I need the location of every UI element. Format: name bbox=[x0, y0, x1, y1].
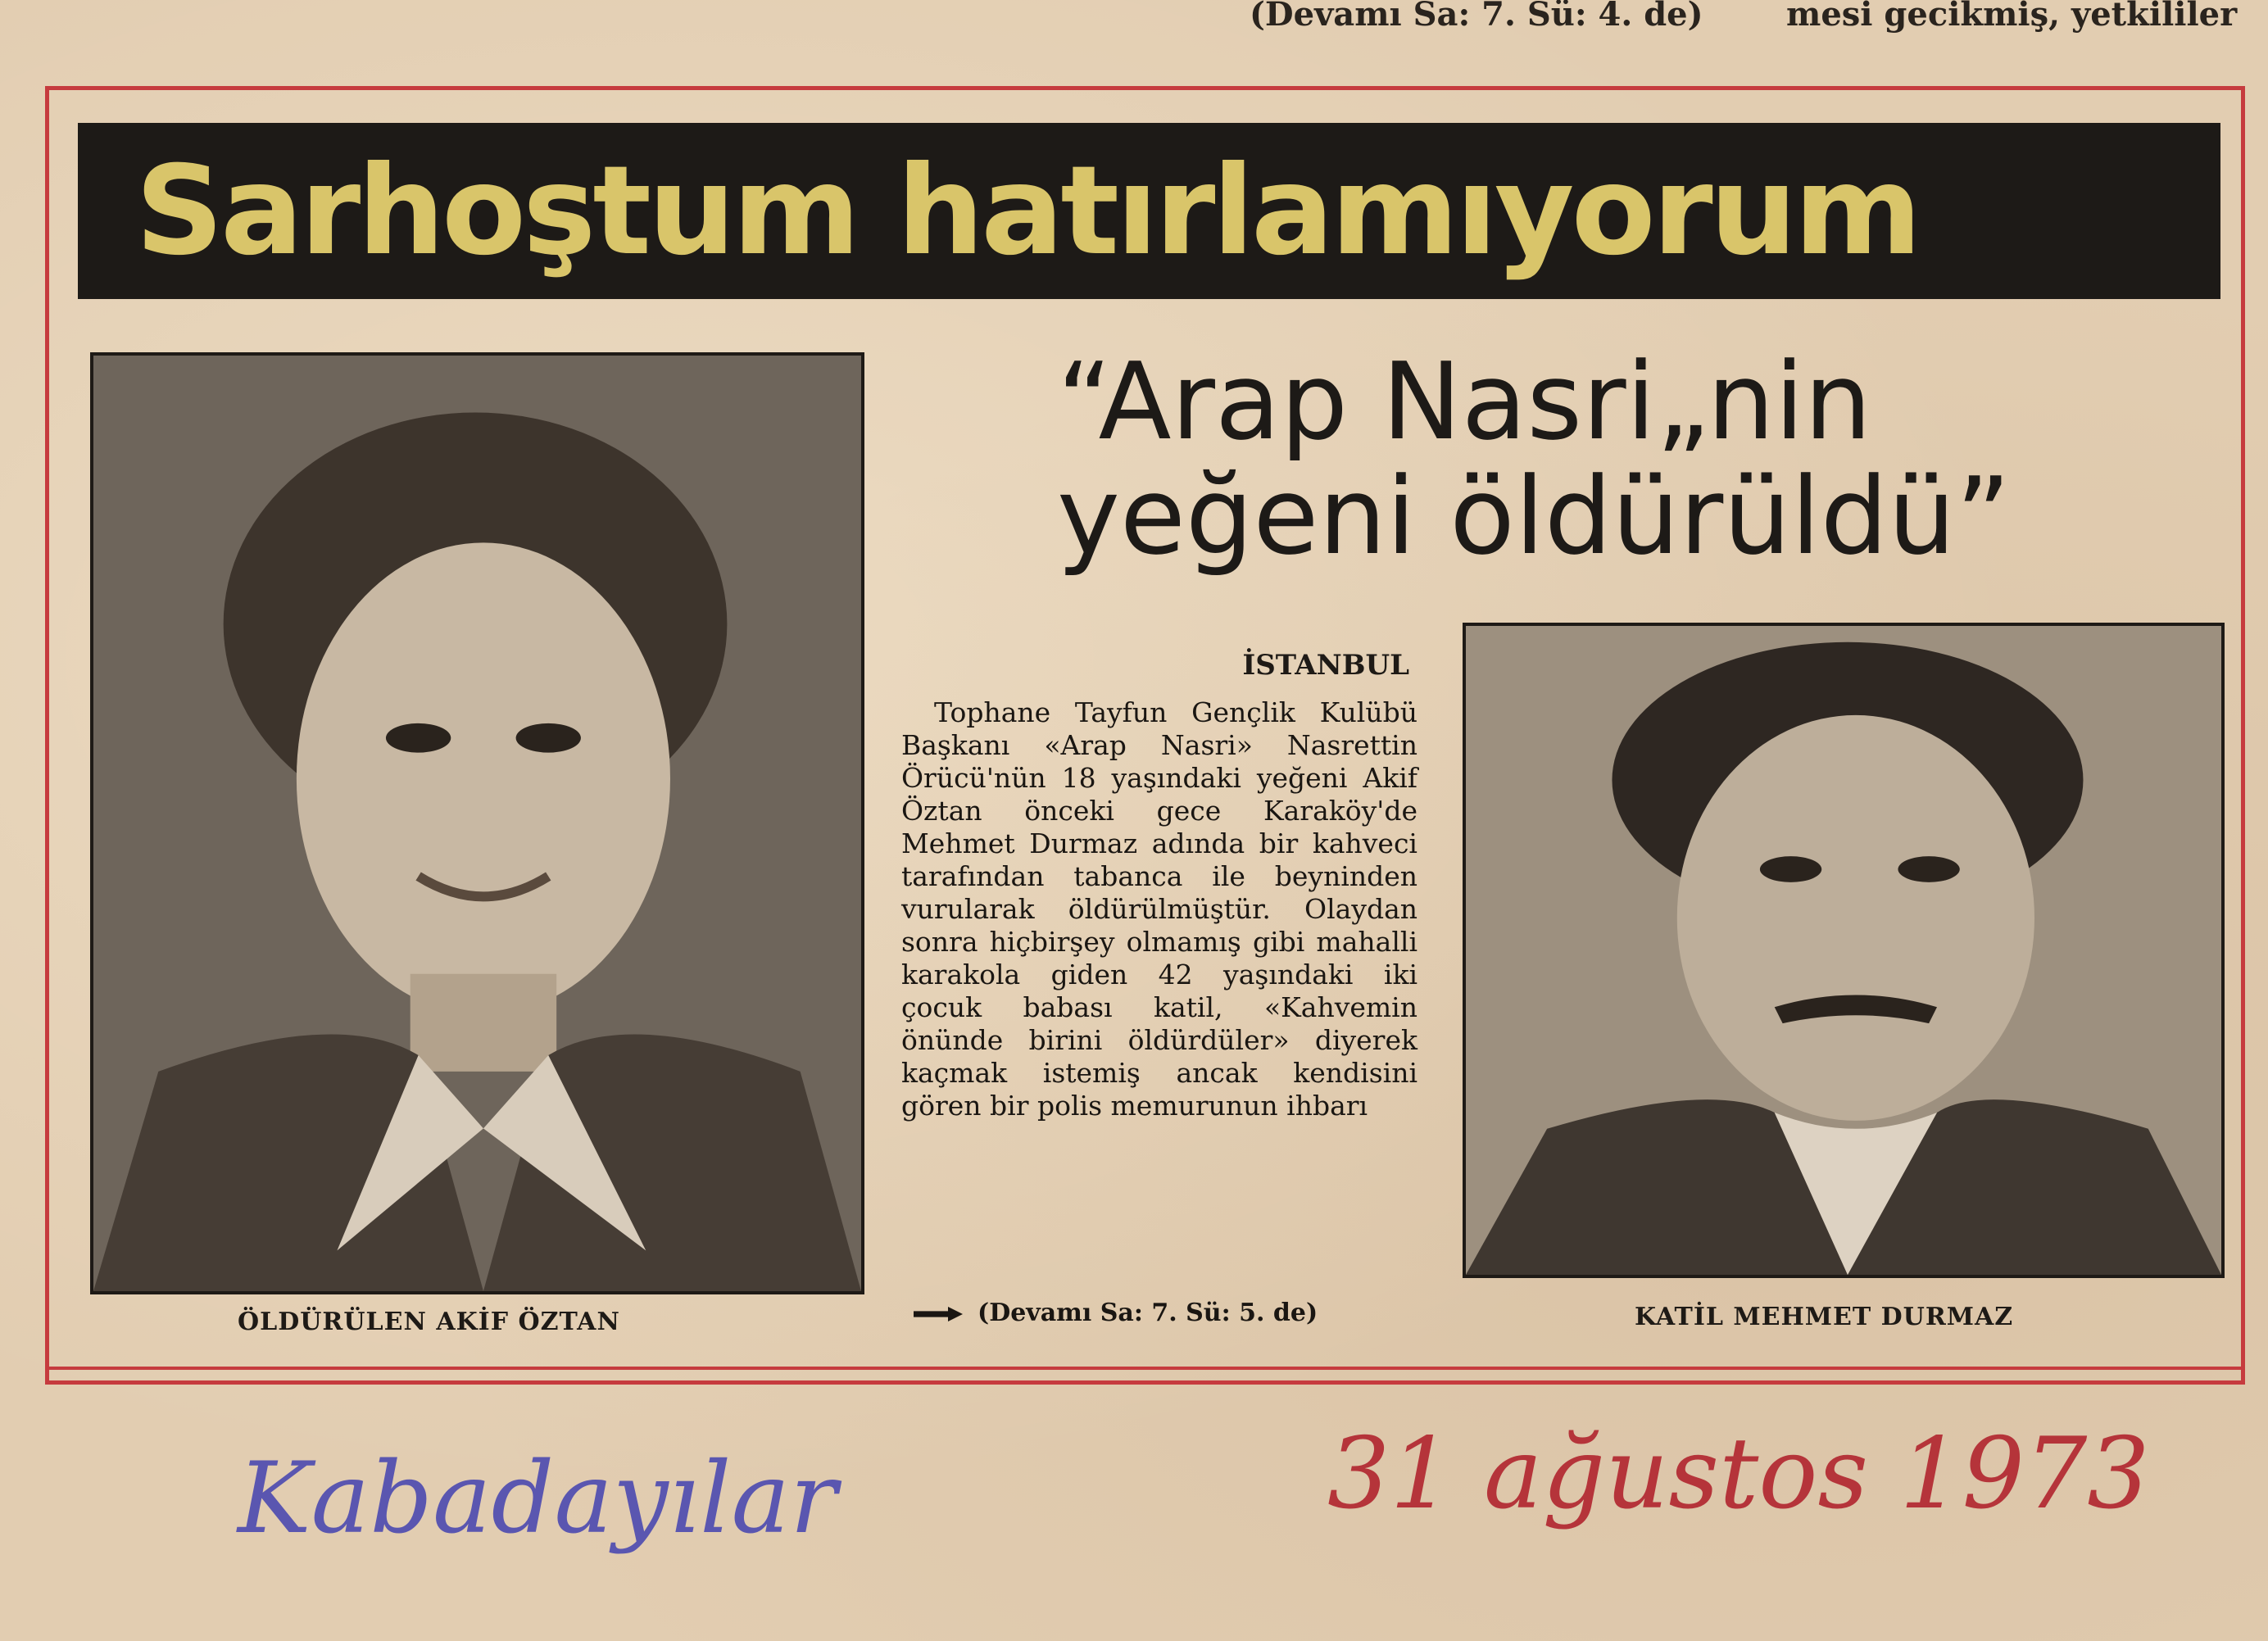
headline-bar bbox=[78, 123, 2220, 299]
pointing-hand-icon bbox=[914, 1307, 963, 1321]
top-fragment-text: mesi gecikmiş, yetkililer bbox=[1786, 0, 2238, 34]
article-paragraph: Tophane Tayfun Gençlik Kulübü Başkanı «Arap Nasri» Nasrettin Örücü'nün 18 yaşındaki yeğeni Akif Öztan önceki gece Karaköy'de Mehmet Durmaz adında bir kahveci tarafından tabanca ile beyninden vurularak öldürülmüştür. Olaydan sonra hiçbirşey olmamış gibi mahalli karakola giden 42 yaşındaki iki çocuk babası katil, «Kahvemin önünde birini öldürdüler» diyerek kaçmak istemiş ancak kendisini gören bir polis memurunun ihbarı bbox=[901, 696, 1418, 1122]
sub-headline-line2: yeğeni öldürüldü” bbox=[1057, 454, 2012, 578]
suspect-caption: KATİL MEHMET DURMAZ bbox=[1635, 1303, 2014, 1331]
handwritten-source: Kabadayılar bbox=[238, 1442, 837, 1556]
red-rule bbox=[45, 1367, 2245, 1370]
suspect-photo-illustration bbox=[1466, 626, 2221, 1275]
top-continued-text: (Devamı Sa: 7. Sü: 4. de) bbox=[1250, 0, 1703, 34]
sub-headline bbox=[1057, 339, 2012, 578]
suspect-photo bbox=[1463, 623, 2225, 1278]
handwritten-date: 31 ağustos 1973 bbox=[1327, 1417, 2150, 1531]
article-continued-text: (Devamı Sa: 7. Sü: 5. de) bbox=[978, 1299, 1318, 1327]
article-body bbox=[901, 696, 1418, 1122]
sub-headline-line1: “Arap Nasri„nin bbox=[1057, 339, 1872, 464]
victim-photo bbox=[90, 352, 864, 1294]
victim-photo-illustration bbox=[93, 356, 861, 1291]
article-continued bbox=[914, 1299, 1318, 1327]
headline: Sarhoştum hatırlamıyorum bbox=[135, 139, 1919, 283]
dateline: İSTANBUL bbox=[1242, 649, 1409, 682]
victim-caption: ÖLDÜRÜLEN AKİF ÖZTAN bbox=[238, 1308, 620, 1336]
